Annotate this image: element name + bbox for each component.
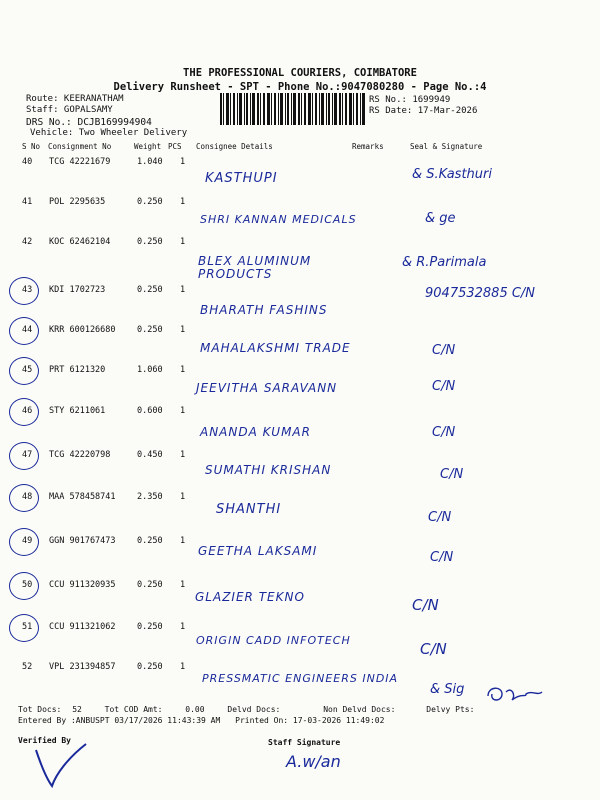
entered-printed-line — [18, 716, 384, 725]
delvd-docs-label: Delvd Docs: — [227, 705, 281, 714]
table-row — [0, 526, 600, 566]
row-consignment: GGN 901767473 — [49, 536, 116, 546]
printed-on: Printed On: 17-03-2026 11:49:02 — [235, 716, 385, 725]
table-row — [0, 193, 600, 233]
final-signature-scribble — [482, 678, 552, 712]
tot-cod-value: 0.00 — [185, 705, 205, 714]
non-delvd-docs-label: Non Delvd Docs: — [323, 705, 396, 714]
row-consignment: TCG 42220798 — [49, 450, 111, 460]
table-row — [0, 570, 600, 614]
row-weight: 1.040 — [137, 157, 163, 167]
row-weight: 0.250 — [137, 325, 163, 335]
row-sno: 50 — [22, 580, 33, 590]
row-signature: C/N — [440, 467, 464, 482]
company-title: THE PROFESSIONAL COURIERS, COIMBATORE — [183, 67, 417, 79]
rs-date-label: RS Date: 17-Mar-2026 — [369, 106, 478, 116]
row-consignment: MAA 578458741 — [49, 492, 116, 502]
row-signature: 9047532885 C/N — [425, 286, 536, 301]
row-consignment: KRR 600126680 — [49, 325, 116, 335]
row-signature: C/N — [420, 640, 447, 658]
row-pcs: 1 — [180, 662, 186, 672]
row-pcs: 1 — [180, 157, 186, 167]
row-consignee: PRESSMATIC ENGINEERS INDIA — [202, 672, 399, 685]
row-consignee: MAHALAKSHMI TRADE — [200, 341, 351, 355]
table-row — [0, 612, 600, 658]
row-signature: C/N — [428, 510, 452, 525]
staff-signature-label: Staff Signature — [268, 738, 341, 747]
row-pcs: 1 — [180, 622, 186, 632]
route-label: Route: KEERANATHAM — [26, 94, 124, 104]
col-signature: Seal & Signature — [410, 142, 483, 151]
row-weight: 0.600 — [137, 406, 163, 416]
row-weight: 0.250 — [137, 662, 163, 672]
row-pcs: 1 — [180, 325, 186, 335]
drs-label: DRS No.: DCJB169994904 — [26, 117, 152, 128]
staff-label: Staff: GOPALSAMY — [26, 105, 113, 115]
row-pcs: 1 — [180, 285, 186, 295]
row-consignment: VPL 231394857 — [49, 662, 116, 672]
col-pcs: PCS — [168, 142, 182, 151]
row-sno: 41 — [22, 197, 33, 207]
table-row — [0, 480, 600, 525]
row-weight: 0.250 — [137, 237, 163, 247]
row-consignee: SUMATHI KRISHAN — [205, 463, 332, 477]
table-row — [0, 353, 600, 393]
row-pcs: 1 — [180, 406, 186, 416]
table-row — [0, 233, 600, 281]
row-pcs: 1 — [180, 365, 186, 375]
row-weight: 0.250 — [137, 285, 163, 295]
row-signature: C/N — [432, 343, 456, 358]
col-consignee: Consignee Details — [196, 142, 273, 151]
col-weight: Weight — [134, 142, 162, 151]
rs-no-label: RS No.: 1699949 — [369, 95, 451, 105]
delvy-pts-label: Delvy Pts: — [426, 705, 475, 714]
row-sno: 46 — [22, 406, 33, 416]
entered-by: Entered By :ANBUSPT 03/17/2026 11:43:39 AM — [18, 716, 221, 725]
table-row — [0, 313, 600, 358]
table-row — [0, 273, 600, 317]
col-consignment: Consignment No — [48, 142, 112, 151]
row-consignee: BLEX ALUMINUM PRODUCTS — [198, 254, 312, 281]
table-row — [0, 433, 600, 482]
row-weight: 0.450 — [137, 450, 163, 460]
table-row — [0, 393, 600, 440]
row-consignee: GEETHA LAKSAMI — [198, 544, 318, 558]
row-signature: & ge — [425, 211, 456, 226]
row-consignment: POL 2295635 — [49, 197, 106, 207]
row-weight: 2.350 — [137, 492, 163, 502]
tot-docs-label: Tot Docs: — [18, 705, 62, 714]
row-signature: C/N — [432, 425, 456, 440]
col-sno: S No — [22, 142, 41, 151]
row-sno: 40 — [22, 157, 33, 167]
row-sno: 43 — [22, 285, 33, 295]
staff-signature-ink: A.w/an — [286, 752, 341, 771]
row-consignee: BHARATH FASHINS — [200, 303, 328, 317]
row-signature: C/N — [432, 379, 456, 394]
row-pcs: 1 — [180, 492, 186, 502]
row-pcs: 1 — [180, 237, 186, 247]
runsheet-subtitle: Delivery Runsheet - SPT - Phone No.:9047080280 - Page No.:4 — [113, 81, 487, 93]
row-consignee: SHANTHI — [216, 502, 282, 517]
tot-docs-value: 52 — [72, 705, 82, 714]
row-pcs: 1 — [180, 197, 186, 207]
row-consignment: CCU 911321062 — [49, 622, 116, 632]
verified-by-label: Verified By — [18, 736, 71, 745]
row-signature: & S.Kasthuri — [412, 167, 492, 182]
tot-cod-label: Tot COD Amt: — [104, 705, 163, 714]
row-weight: 1.060 — [137, 365, 163, 375]
vehicle-label: Vehicle: Two Wheeler Delivery — [30, 128, 188, 138]
row-pcs: 1 — [180, 580, 186, 590]
row-weight: 0.250 — [137, 622, 163, 632]
row-consignee: ORIGIN CADD INFOTECH — [196, 634, 351, 647]
row-consignee: SHRI KANNAN MEDICALS — [200, 213, 357, 226]
row-weight: 0.250 — [137, 197, 163, 207]
row-sno: 45 — [22, 365, 33, 375]
verified-check-mark — [30, 742, 90, 794]
row-signature: & Sig — [430, 682, 465, 697]
row-pcs: 1 — [180, 450, 186, 460]
row-weight: 0.250 — [137, 536, 163, 546]
row-sno: 48 — [22, 492, 33, 502]
totals-line — [18, 705, 474, 714]
table-row — [0, 153, 600, 193]
row-weight: 0.250 — [137, 580, 163, 590]
row-sno: 42 — [22, 237, 33, 247]
row-sno: 47 — [22, 450, 33, 460]
row-consignee: KASTHUPI — [205, 171, 278, 186]
row-pcs: 1 — [180, 536, 186, 546]
col-remarks: Remarks — [352, 142, 384, 151]
row-consignment: CCU 911320935 — [49, 580, 116, 590]
row-consignment: PRT 6121320 — [49, 365, 106, 375]
row-consignee: JEEVITHA SARAVANN — [196, 381, 338, 395]
row-signature: C/N — [430, 550, 454, 565]
row-consignment: TCG 42221679 — [49, 157, 111, 167]
barcode — [220, 93, 366, 125]
row-signature: & R.Parimala — [402, 255, 487, 270]
row-signature: C/N — [412, 596, 439, 614]
row-consignee: ANANDA KUMAR — [200, 425, 311, 439]
row-sno: 44 — [22, 325, 33, 335]
row-consignment: KDI 1702723 — [49, 285, 106, 295]
row-sno: 52 — [22, 662, 33, 672]
row-consignee: GLAZIER TEKNO — [195, 590, 305, 604]
row-sno: 51 — [22, 622, 33, 632]
row-consignment: KOC 62462104 — [49, 237, 111, 247]
row-consignment: STY 6211061 — [49, 406, 106, 416]
row-sno: 49 — [22, 536, 33, 546]
